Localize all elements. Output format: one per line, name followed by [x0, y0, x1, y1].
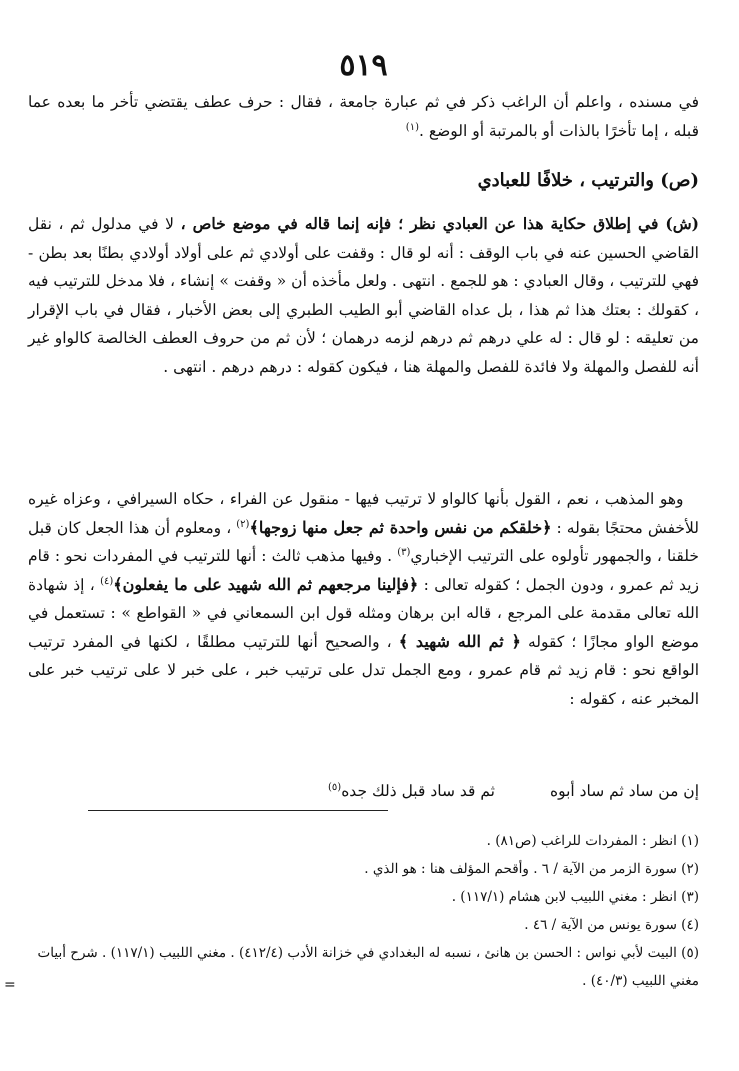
quran-verse-1: ﴿خلقكم من نفس واحدة ثم جعل منها زوجها﴾	[249, 517, 552, 537]
madhhab-paragraph	[28, 485, 699, 713]
poem-verse	[98, 777, 699, 805]
footnote-4: (٤) سورة يونس من الآية / ٤٦ .	[524, 917, 699, 933]
poem-hemistich-1: إن من ساد ثم ساد أبوه	[549, 782, 699, 800]
madhhab-text-1: وهو المذهب ، نعم ، القول بأنها كالواو لا ترتيب فيها - منقول عن الفراء ، حكاه السيرافي ، وعزاه غيره للأخفش محتجًا بقوله :	[28, 490, 699, 537]
footnote-separator	[88, 810, 388, 811]
madhhab-text-5: ، والصحيح أنها للترتيب مطلقًا ، لكنها في المفرد ترتيب الواقع نحو : قام زيد ثم قام عمرو ، ومع الجمل تدل على ترتيب خبر ، على خبر لا على ترتيب خبر على المخبر عنه ، كقوله :	[28, 632, 699, 708]
intro-text: في مسنده ، واعلم أن الراغب ذكر في ثم عبارة جامعة ، فقال : حرف عطف يقتضي تأخر ما بعده عما قبله ، إما تأخرًا بالذات أو بالمرتبة أو الوضع .	[28, 93, 699, 140]
quran-verse-3: ﴿ ثم الله شهيد ﴾	[398, 631, 521, 651]
footnote-3: (٣) انظر : مغني اللبيب لابن هشام (١١٧/١) .	[451, 889, 699, 905]
section-heading: (ص) والترتيب ، خلافًا للعبادي	[477, 170, 699, 191]
poem-hemistich-2-text: ثم قد ساد قبل ذلك جده	[341, 782, 495, 800]
footnote-ref-2: (٢)	[236, 518, 250, 530]
poem-hemistich-2	[328, 777, 495, 805]
book-page	[28, 0, 699, 1071]
footnotes	[28, 827, 699, 995]
footnote-1: (١) انظر : المفردات للراغب (ص٨١) .	[486, 833, 699, 849]
footnote-ref-3: (٣)	[397, 546, 411, 558]
footnote-2: (٢) سورة الزمر من الآية / ٦ . وأقحم المؤلف هنا : هو الذي .	[364, 861, 699, 877]
commentary-paragraph	[28, 210, 699, 381]
madhhab-text-3: . وفيها مذهب ثالث : أنها للترتيب في المفردات نحو : قام زيد ثم عمرو ، ودون الجمل ؛ كقوله تعالى :	[28, 547, 699, 594]
commentary-text: لا في مدلول ثم ، نقل القاضي الحسين عنه في باب الوقف : أنه لو قال : وقفت على أولادي ثم على أولاد أولادي بطنًا بعد بطن - فهي للترتيب ، وقال العبادي : هو للجمع . انتهى . ولعل مأخذه أن « وقفت » إنشاء ، فلا مدخل للترتيب فيه ، كقولك : بعتك هذا ثم هذا ، بل عداه القاضي أبو الطيب الطبري إلى بعض الأخبار ، فقال في باب الإقرار من تعليقه : لو قال : له علي درهم ثم درهم لزمه درهمان ؛ لأن ثم من حروف العطف الخالصة كالواو غير أنه للفصل والمهلة ولا فائدة للفصل والمهلة هنا ، فيكون كقوله : درهم درهم . انتهى .	[28, 215, 699, 376]
footnote-ref-5: (٥)	[328, 781, 342, 793]
quran-verse-2: ﴿فإلينا مرجعهم ثم الله شهيد على ما يفعلون﴾	[113, 574, 419, 594]
intro-paragraph	[28, 88, 699, 145]
madhhab-text-4: ، إذ شهادة الله تعالى مقدمة على المرجع ، قاله ابن برهان ومثله قول ابن السمعاني في « القواطع » : تستعمل في موضع الواو مجازًا ؛ كقوله	[28, 575, 700, 651]
footnote-ref-1: (١)	[405, 121, 419, 133]
margin-mark: =	[4, 977, 16, 993]
footnote-ref-4: (٤)	[100, 575, 114, 587]
commentary-lead: (ش) في إطلاق حكاية هذا عن العبادي نظر ؛ فإنه إنما قاله في موضع خاص ،	[180, 214, 699, 233]
madhhab-text-2: ، ومعلوم أن هذا الجعل كان قبل خلقنا ، والجمهور تأولوه على الترتيب الإخباري	[28, 518, 699, 565]
page-number: ٥١٩	[339, 48, 388, 83]
footnote-5: (٥) البيت لأبي نواس : الحسن بن هانئ ، نسبه له البغدادي في خزانة الأدب (٤١٢/٤) . مغني اللبيب (١١٧/١) . شرح أبيات مغني اللبيب (٤٠/٣) .	[37, 945, 699, 989]
